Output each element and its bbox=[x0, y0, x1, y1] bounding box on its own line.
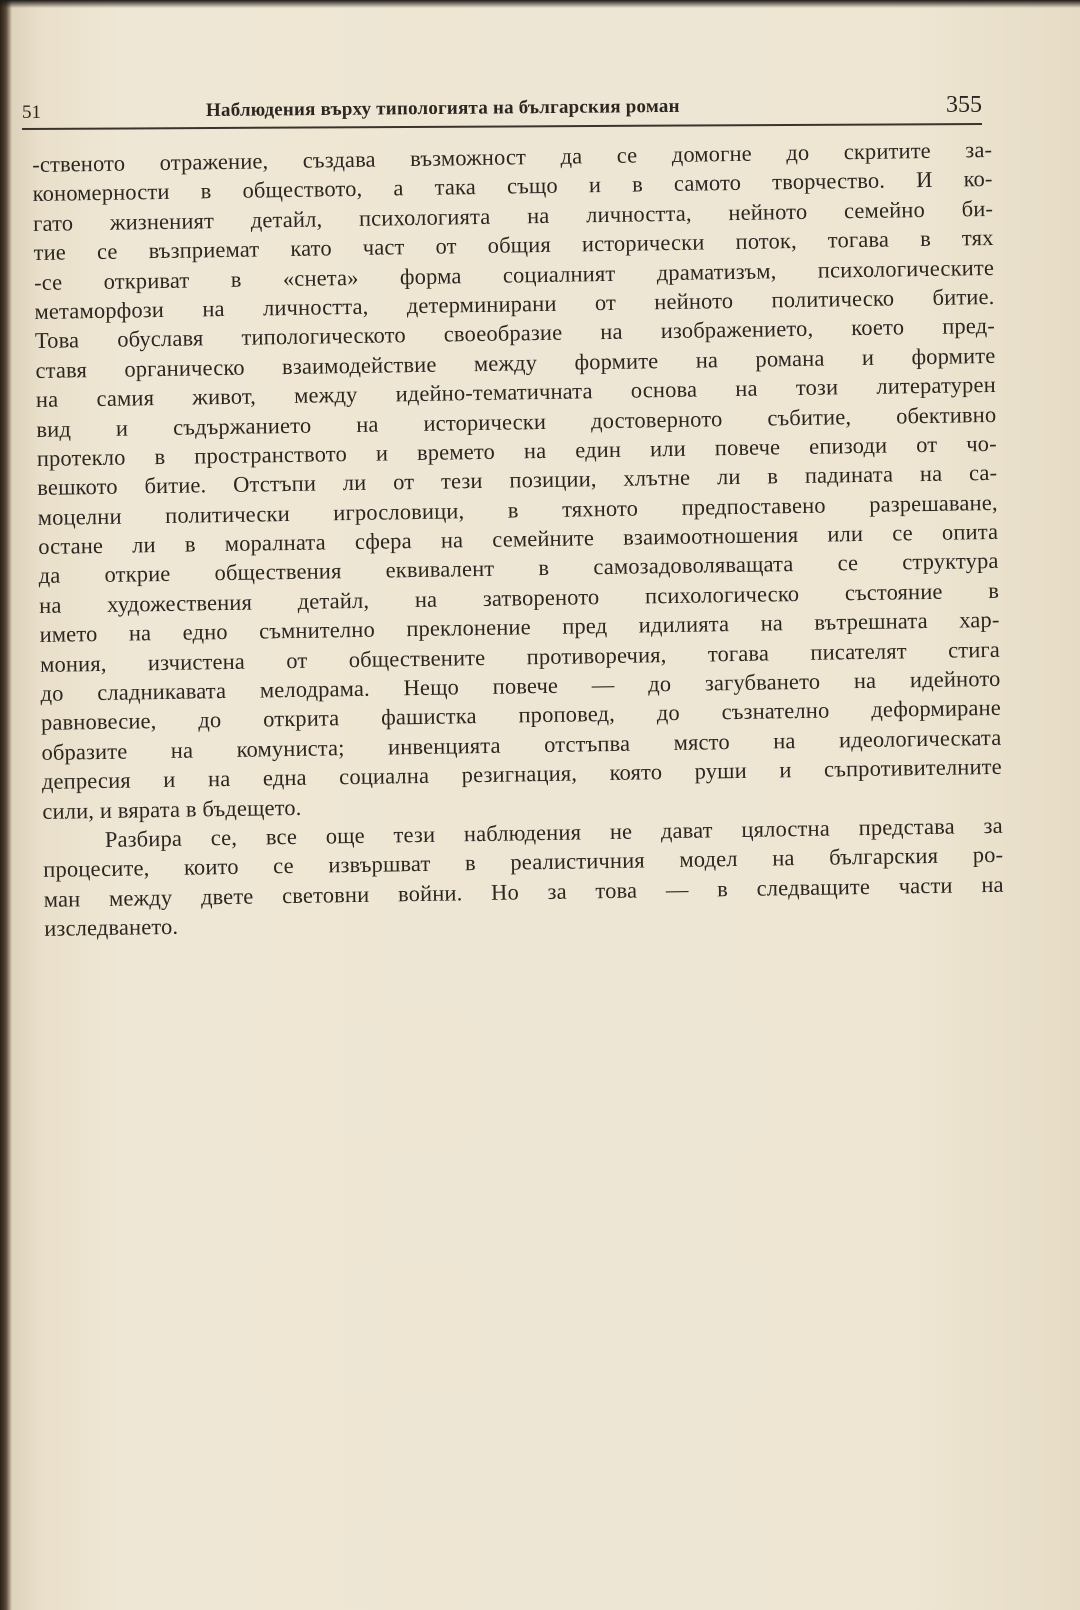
text-line: вид и съдържанието на исторически достоверното събитие, обективно bbox=[36, 401, 997, 442]
header-left-number: 51 bbox=[22, 102, 41, 123]
text-line: остане ли в моралната сфера на семейните взаимоотношения или се опита bbox=[38, 518, 999, 560]
text-line: -ственото отражение, създава възможност да се домогне до скритите за- bbox=[32, 136, 993, 177]
text-line: моцелни политически игрословици, в тяхното предпоставено разрешаване, bbox=[37, 489, 998, 530]
paragraph bbox=[43, 811, 1005, 944]
text-line: образите на комуниста; инвенцията отстъпва място на идеологическата bbox=[41, 724, 1002, 765]
body-text bbox=[32, 135, 1004, 944]
text-line: сили, и вярата в бъдещето. bbox=[42, 794, 302, 824]
page-number: 355 bbox=[946, 92, 982, 118]
running-header bbox=[22, 92, 982, 126]
text-line: вешкото битие. Отстъпи ли от тези позиции, хлътне ли в падината на са- bbox=[37, 460, 998, 501]
text-line: на самия живот, между идейно-тематичната основа на този литературен bbox=[35, 372, 996, 413]
text-line: до сладникавата мелодрама. Нещо повече — до загубването на идейното bbox=[40, 665, 1001, 706]
text-line: гато жизненият детайл, психологията на личността, нейното семейно би- bbox=[32, 195, 994, 236]
text-line: Това обуславя типологическото своеобразие на изображението, което пред- bbox=[34, 313, 996, 354]
text-line: Разбира се, все още тези наблюдения не дават цялостна представа за bbox=[104, 812, 1003, 852]
book-spine-edge bbox=[0, 0, 12, 1610]
text-line: името на едно съмнително преклонение пред идилията на вътрешната хар- bbox=[39, 607, 1000, 648]
text-line: на художествения детайл, на затвореното психологическо състояние в bbox=[38, 577, 1000, 618]
text-line: ставя органическо взаимодействие между формите на романа и формите bbox=[35, 342, 996, 383]
text-line: протекло в пространството и времето на един или повече епизоди от чо- bbox=[36, 430, 997, 471]
text-line: кономерности в обществото, а така също и в самото творчество. И ко- bbox=[32, 166, 993, 207]
running-title: Наблюдения върху типологията на българския роман bbox=[205, 95, 680, 121]
text-line: метаморфози на личността, детерминирани от нейното политическо битие. bbox=[34, 283, 995, 324]
text-line: -се откриват в «снета» форма социалният драматизъм, психологическите bbox=[33, 254, 995, 295]
text-line: тие се възприемат като част от общия исторически поток, тогава в тях bbox=[33, 225, 994, 266]
text-line: мония, изчистена от обществените противоречия, тогава писателят стига bbox=[39, 636, 1001, 677]
top-edge-shadow bbox=[0, 0, 1080, 8]
text-line: да открие обществения еквивалент в самозадоволяващата се структура bbox=[38, 548, 999, 589]
text-line: изследването. bbox=[44, 913, 179, 942]
text-line: процесите, които се извършват в реалистичния модел на българския ро- bbox=[43, 842, 1004, 883]
paragraph bbox=[32, 135, 1002, 826]
text-line: депресия и на една социална резигнация, която руши и съпротивителните bbox=[41, 754, 1003, 795]
text-line: равновесие, до открита фашистка проповед, до съзнателно деформиране bbox=[40, 695, 1002, 736]
text-line: ман между двете световни войни. Но за това — в следващите части на bbox=[43, 871, 1004, 912]
